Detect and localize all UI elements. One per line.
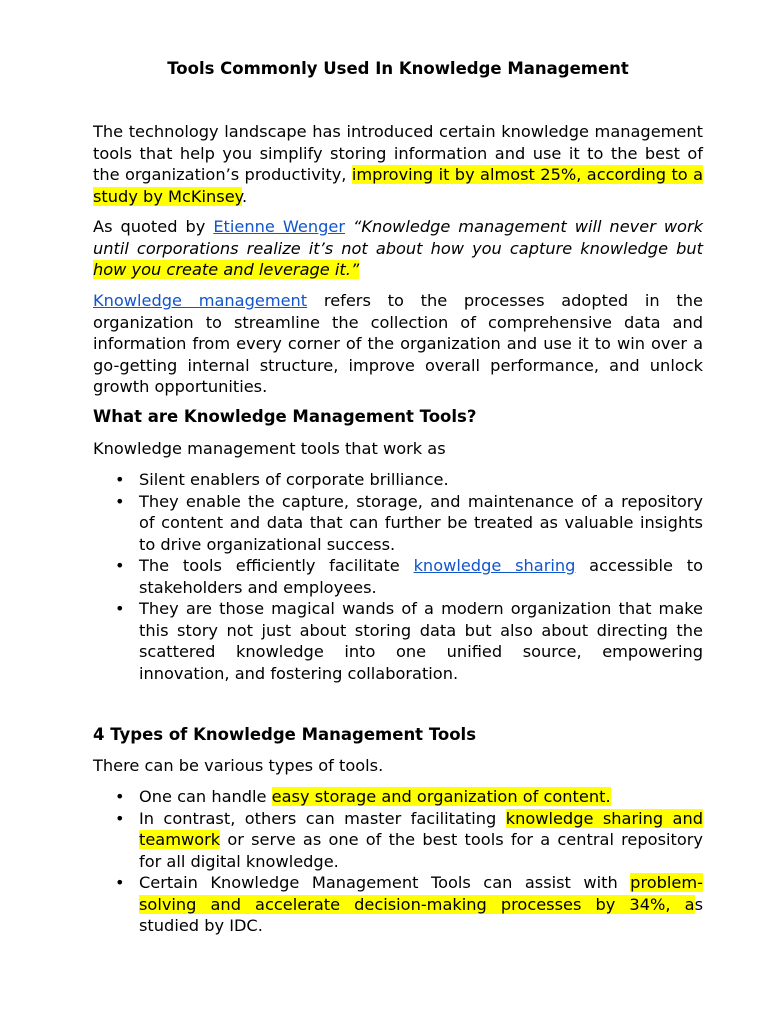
intro-text: The technology landscape has introduced certain knowledge management tools that help you simplify storing information and use it to the best of the organization’s productivity, — [93, 122, 703, 184]
bullet3-post: accessible to stakeholders and employees. — [139, 556, 703, 597]
list-item: • They enable the capture, storage, and maintenance of a repository of content and data that can further be treated as valuable insights to drive organizational success. — [139, 491, 703, 556]
quote-paragraph — [93, 216, 703, 281]
section2-lead: There can be various types of tools. — [93, 756, 384, 775]
section1-list — [93, 469, 703, 684]
knowledge-sharing-link[interactable]: knowledge sharing — [413, 556, 576, 575]
list-item: • They are those magical wands of a modern organization that make this story not just about storing data but also about directing the scattered knowledge into one unified source, empowering innovation, and fostering collaboration. — [139, 598, 703, 684]
intro-end: . — [241, 186, 248, 206]
document-title: Tools Commonly Used In Knowledge Management — [167, 59, 629, 78]
quote-prefix: As quoted by — [93, 217, 214, 236]
s2-bullet3-pre: Certain Knowledge Management Tools can assist with — [139, 873, 631, 892]
s2-bullet1-highlight: easy storage and organization of content. — [271, 787, 611, 806]
quote-italic: “Knowledge management will never work until corporations realize it’s not about how you capture knowledge but — [93, 217, 703, 258]
section2-list — [93, 786, 703, 937]
knowledge-management-link[interactable]: Knowledge management — [93, 291, 308, 310]
s2-bullet2-highlight: knowledge sharing and teamwork — [139, 808, 703, 849]
list-item — [139, 872, 703, 937]
section2-heading: 4 Types of Knowledge Management Tools — [93, 725, 477, 744]
definition-paragraph — [93, 290, 703, 398]
etienne-wenger-link[interactable]: Etienne Wenger — [213, 217, 345, 236]
intro-paragraph — [93, 121, 703, 207]
list-item: • Silent enablers of corporate brilliance. — [139, 469, 703, 491]
section1-heading: What are Knowledge Management Tools? — [93, 407, 477, 426]
section1-lead: Knowledge management tools that work as — [93, 439, 446, 458]
s2-bullet2-post: or serve as one of the best tools for a central repository for all digital knowledge. — [139, 830, 703, 871]
quote-highlight: how you create and leverage it.” — [93, 260, 360, 279]
s2-bullet3-highlight: problem-solving and accelerate decision-making processes by 34%, a — [139, 873, 703, 914]
s2-bullet3-post: s studied by IDC. — [139, 894, 703, 935]
definition-text: refers to the processes adopted in the organization to streamline the collection of comprehensive data and information from every corner of the organization and use it to win over a go-getting internal structure, improve overall performance, and unlock growth opportunities. — [93, 291, 703, 396]
list-item — [139, 555, 703, 598]
bullet3-pre: The tools efficiently facilitate — [139, 556, 414, 575]
list-item — [139, 786, 703, 808]
s2-bullet1-pre: One can handle — [139, 787, 272, 806]
s2-bullet2-pre: In contrast, others can master facilitating — [139, 808, 506, 828]
intro-highlight: improving it by almost 25%, according to a study by McKinsey — [93, 165, 704, 206]
list-item — [139, 808, 703, 873]
